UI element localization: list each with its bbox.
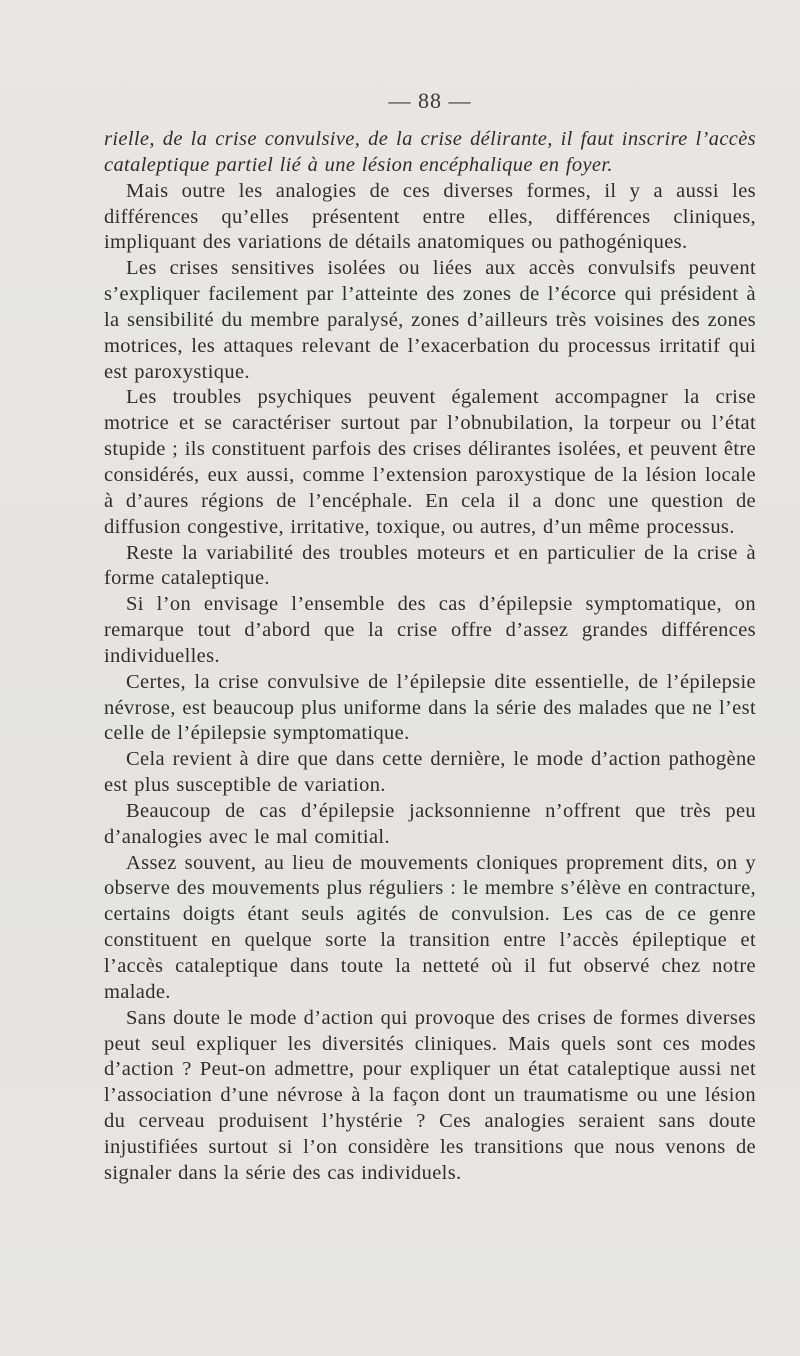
paragraph: Mais outre les analogies de ces diverses formes, il y a aussi les différences qu’elles présentent entre elles, différences cliniques, impliquant des variations de détails anatomiques ou pathogéniques. <box>104 179 756 254</box>
paragraph: Cela revient à dire que dans cette dernière, le mode d’action pathogène est plus susceptible de variation. <box>104 748 756 797</box>
paragraph: Les crises sensitives isolées ou liées aux accès convulsifs peuvent s’expliquer facilement par l’atteinte des zones de l’écorce qui président à la sensibilité du membre paralysé, zones d’ailleurs très voisines des zones motrices, les attaques relevant de l’exacerbation du processus irritatif qui est paroxystique. <box>104 257 756 383</box>
paragraph-continuation: rielle, de la crise convulsive, de la crise délirante, il faut inscrire l’accès cataleptique partiel lié à une lésion encéphalique en foyer. <box>104 128 756 176</box>
paragraph: Reste la variabilité des troubles moteurs et en particulier de la crise à forme cataleptique. <box>104 541 756 590</box>
paragraph: Certes, la crise convulsive de l’épilepsie dite essentielle, de l’épilepsie névrose, est beaucoup plus uniforme dans la série des malades que ne l’est celle de l’épilepsie symptomatique. <box>104 670 756 745</box>
paragraph: Beaucoup de cas d’épilepsie jacksonnienne n’offrent que très peu d’analogies avec le mal comitial. <box>104 799 756 848</box>
paragraph: Sans doute le mode d’action qui provoque des crises de formes diverses peut seul expliquer les diversités cliniques. Mais quels sont ces modes d’action ? Peut-on admettre, pour expliquer un état cataleptique aussi net l’association d’une névrose à la façon dont un traumatisme ou une lésion du cerveau produisent l’hystérie ? Ces analogies seraient sans doute injustifiées surtout si l’on considère les transitions que nous venons de signaler dans la série des cas individuels. <box>104 1006 756 1184</box>
body-text <box>104 127 756 1187</box>
paragraph: Assez souvent, au lieu de mouvements cloniques proprement dits, on y observe des mouvements plus réguliers : le membre s’élève en contracture, certains doigts étant seuls agités de convulsion. Les cas de ce genre constituent en quelque sorte la transition entre l’accès épileptique et l’accès cataleptique dans toute la netteté où il fut observé chez notre malade. <box>104 851 756 1003</box>
paragraph: Les troubles psychiques peuvent également accompagner la crise motrice et se caractériser surtout par l’obnubilation, la torpeur ou l’état stupide ; ils constituent parfois des crises délirantes isolées, et peuvent être considérés, eux aussi, comme l’extension paroxystique de la lésion locale à d’aures régions de l’encéphale. En cela il a donc une question de diffusion congestive, irritative, toxique, ou autres, d’un même processus. <box>104 386 756 538</box>
page-number: — 88 — <box>388 88 472 113</box>
paragraph: Si l’on envisage l’ensemble des cas d’épilepsie symptomatique, on remarque tout d’abord que la crise offre d’assez grandes différences individuelles. <box>104 593 756 667</box>
